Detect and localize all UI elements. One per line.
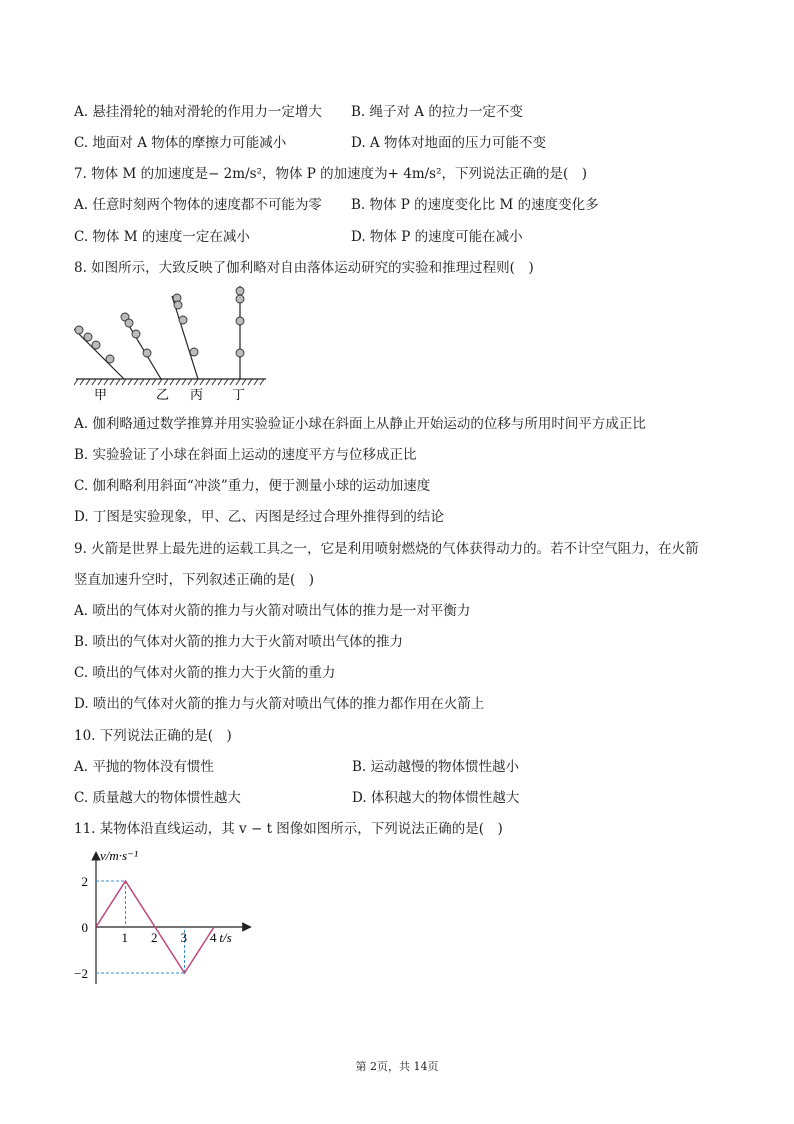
q6-option-c: C. 地面对 A 物体的摩擦力可能减小 <box>74 135 287 151</box>
q8-option-c: C. 伽利略利用斜面“冲淡”重力，便于测量小球的运动加速度 <box>74 478 431 494</box>
label-yi: 乙 <box>156 387 170 402</box>
q9-stem-line2: 竖直加速升空时，下列叙述正确的是( ) <box>74 572 315 588</box>
label-ding: 丁 <box>232 387 246 402</box>
label-bing: 丙 <box>190 387 204 402</box>
q6-option-a: A. 悬挂滑轮的轴对滑轮的作用力一定增大 <box>74 104 322 120</box>
q8-option-b: B. 实验验证了小球在斜面上运动的速度平方与位移成正比 <box>74 447 417 463</box>
x-tick-label: 4 <box>210 930 217 945</box>
q10-option-d: D. 体积越大的物体惯性越大 <box>352 790 520 806</box>
q8-option-d: D. 丁图是实验现象，甲、乙、丙图是经过合理外推得到的结论 <box>74 509 444 525</box>
x-tick-label: 3 <box>180 930 187 945</box>
q8-stem: 8. 如图所示，大致反映了伽利略对自由落体运动研究的实验和推理过程则( ) <box>74 260 534 276</box>
galileo-incline-figure <box>74 286 274 402</box>
q11-stem: 11. 某物体沿直线运动，其 v − t 图像如图所示，下列说法正确的是( ) <box>74 821 503 837</box>
vt-graph <box>74 844 294 984</box>
q9-option-d: D. 喷出的气体对火箭的推力与火箭对喷出气体的推力都作用在火箭上 <box>74 696 485 712</box>
q7-option-b: B. 物体 P 的速度变化比 M 的速度变化多 <box>351 197 599 213</box>
x-tick-label: 2 <box>151 930 158 945</box>
q6-option-d: D. A 物体对地面的压力可能不变 <box>351 135 546 151</box>
q7-option-d: D. 物体 P 的速度可能在减小 <box>351 229 523 245</box>
q10-option-c: C. 质量越大的物体惯性越大 <box>74 790 241 806</box>
q10-option-a: A. 平抛的物体没有惯性 <box>74 759 214 775</box>
label-jia: 甲 <box>94 387 108 402</box>
q6-option-b: B. 绳子对 A 的拉力一定不变 <box>351 104 523 120</box>
q9-stem-line1: 9. 火箭是世界上最先进的运载工具之一，它是利用喷射燃烧的气体获得动力的。若不计空气阻力，在火箭 <box>74 541 699 557</box>
q10-stem: 10. 下列说法正确的是( ) <box>74 728 232 744</box>
q8-option-a: A. 伽利略通过数学推算并用实验验证小球在斜面上从静止开始运动的位移与所用时间平方成正比 <box>74 416 646 432</box>
q9-option-c: C. 喷出的气体对火箭的推力大于火箭的重力 <box>74 665 336 681</box>
q7-stem: 7. 物体 M 的加速度是− 2m/s²，物体 P 的加速度为+ 4m/s²，下列说法正确的是( ) <box>74 166 588 182</box>
x-tick-label: 1 <box>121 930 128 945</box>
y-tick-label: 2 <box>81 874 88 889</box>
q10-option-b: B. 运动越慢的物体惯性越小 <box>352 759 520 775</box>
y-tick-label: 0 <box>81 920 88 935</box>
q9-option-b: B. 喷出的气体对火箭的推力大于火箭对喷出气体的推力 <box>74 634 404 650</box>
y-tick-label: −2 <box>74 966 88 981</box>
page-footer: 第 2页，共 14页 <box>355 1060 439 1073</box>
x-axis-label: t/s <box>219 930 232 945</box>
q7-option-c: C. 物体 M 的速度一定在减小 <box>74 229 250 245</box>
q7-option-a: A. 任意时刻两个物体的速度都不可能为零 <box>74 197 322 213</box>
q9-option-a: A. 喷出的气体对火箭的推力与火箭对喷出气体的推力是一对平衡力 <box>74 603 471 619</box>
y-axis-label: v/m·s⁻¹ <box>100 848 138 863</box>
